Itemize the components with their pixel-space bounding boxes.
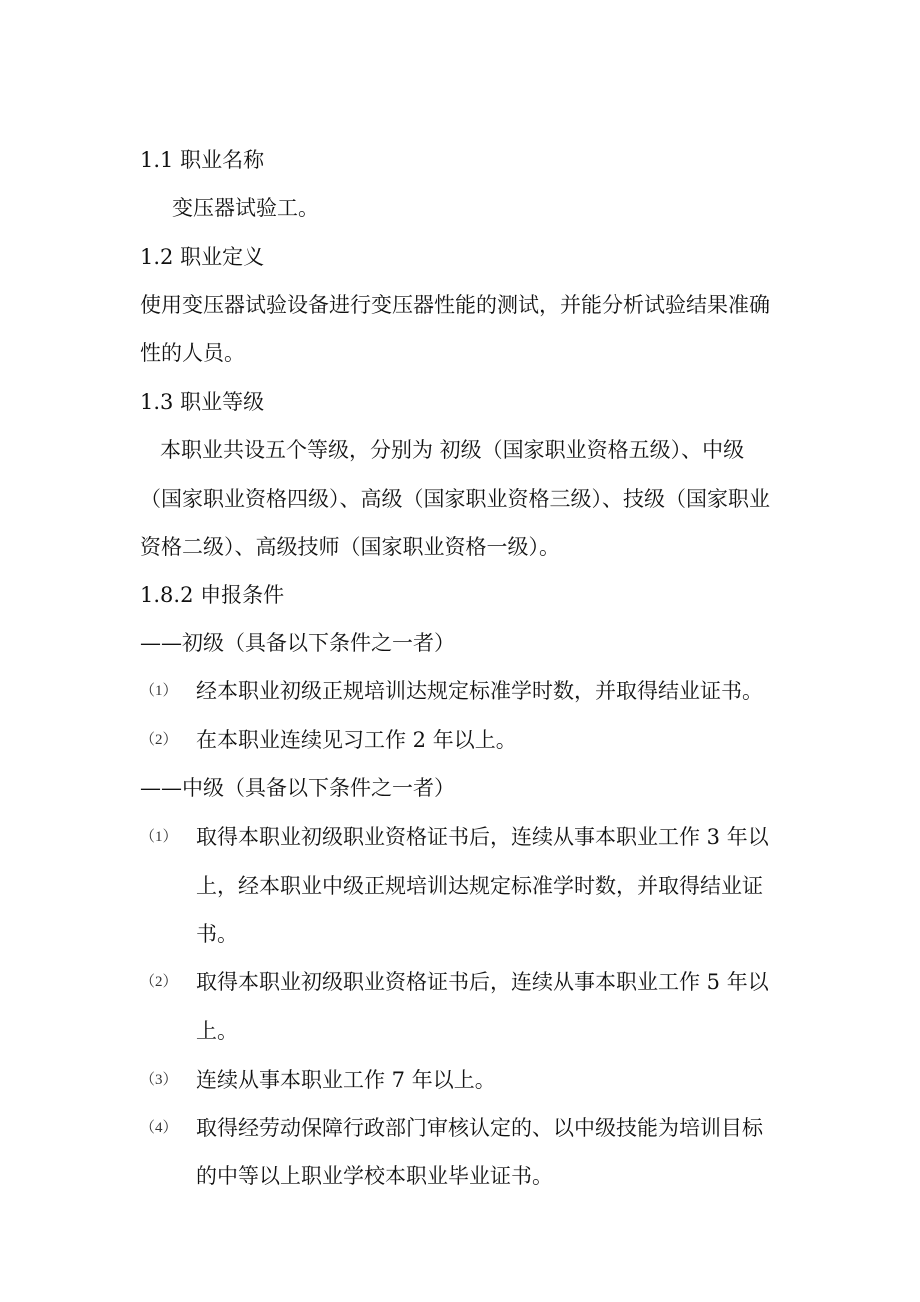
intermediate-item-3-number: （3） <box>140 1072 178 1088</box>
section-heading-1-2: 1.2 职业定义 <box>140 245 265 269</box>
junior-requirements-title: ——初级（具备以下条件之一者） <box>140 631 455 655</box>
grades-text-line-2: （国家职业资格四级）、高级（国家职业资格三级）、技级（国家职业 <box>140 487 770 511</box>
occupation-name-text: 变压器试验工。 <box>172 196 319 220</box>
intermediate-item-1-number: （1） <box>140 829 178 845</box>
junior-item-1-text: 经本职业初级正规培训达规定标准学时数，并取得结业证书。 <box>196 679 763 703</box>
definition-text-line-1: 使用变压器试验设备进行变压器性能的测试，并能分析试验结果准确 <box>140 293 770 317</box>
intermediate-item-1-line-2: 上，经本职业中级正规培训达规定标准学时数，并取得结业证 <box>196 874 763 898</box>
intermediate-item-4-number: （4） <box>140 1120 178 1136</box>
junior-item-1-number: （1） <box>140 683 178 699</box>
definition-text-line-2: 性的人员。 <box>140 341 245 365</box>
intermediate-item-3-text: 连续从事本职业工作 7 年以上。 <box>196 1068 496 1092</box>
section-heading-1-3: 1.3 职业等级 <box>140 390 265 414</box>
intermediate-item-2-number: （2） <box>140 974 178 990</box>
junior-item-2-number: （2） <box>140 732 178 748</box>
grades-text-line-1: 本职业共设五个等级，分别为 初级（国家职业资格五级）、中级 <box>160 438 745 462</box>
section-heading-1-1: 1.1 职业名称 <box>140 148 265 172</box>
intermediate-item-2-line-1: 取得本职业初级职业资格证书后，连续从事本职业工作 5 年以 <box>196 970 769 994</box>
intermediate-item-4-line-2: 的中等以上职业学校本职业毕业证书。 <box>196 1164 553 1188</box>
intermediate-item-2-line-2: 上。 <box>196 1019 238 1043</box>
intermediate-item-1-line-1: 取得本职业初级职业资格证书后，连续从事本职业工作 3 年以 <box>196 825 769 849</box>
intermediate-item-1-line-3: 书。 <box>196 922 238 946</box>
junior-item-2-text: 在本职业连续见习工作 2 年以上。 <box>196 728 517 752</box>
intermediate-requirements-title: ——中级（具备以下条件之一者） <box>140 776 455 800</box>
section-heading-1-8-2: 1.8.2 申报条件 <box>140 583 285 607</box>
intermediate-item-4-line-1: 取得经劳动保障行政部门审核认定的、以中级技能为培训目标 <box>196 1116 763 1140</box>
grades-text-line-3: 资格二级）、高级技师（国家职业资格一级）。 <box>140 535 560 559</box>
